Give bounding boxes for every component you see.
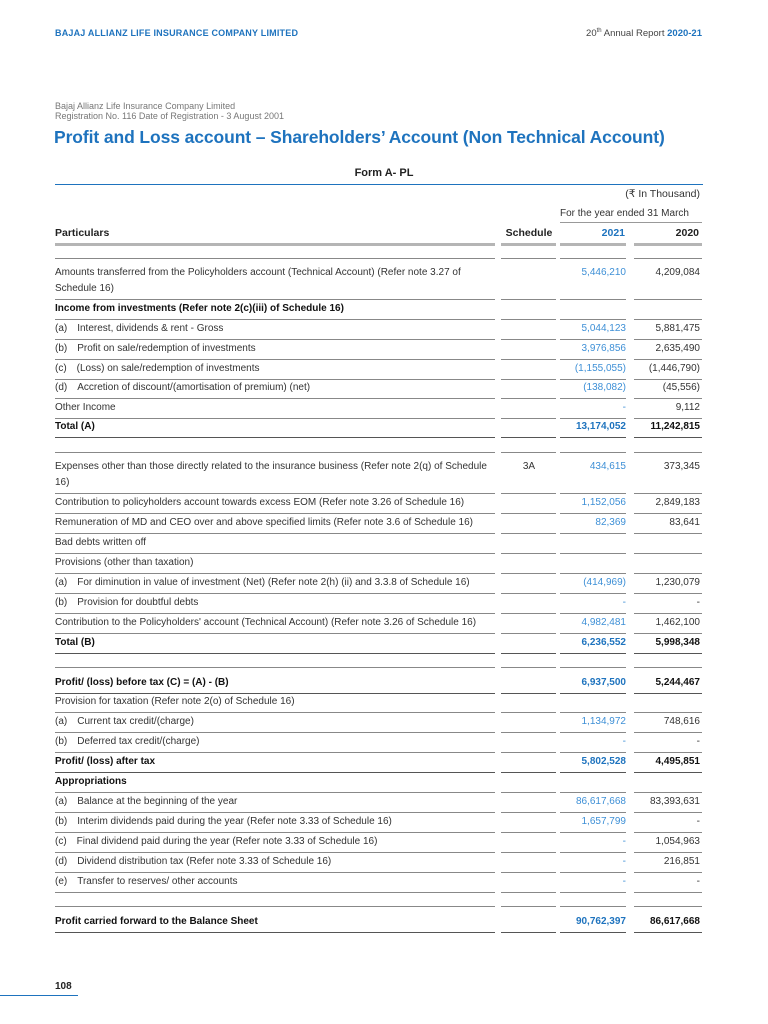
row-divider — [501, 752, 556, 753]
section-divider — [560, 258, 626, 259]
row-divider — [55, 852, 495, 853]
header-report-title: 20th Annual Report 2020-21 — [586, 28, 702, 40]
row-divider — [501, 398, 556, 399]
row-divider — [560, 359, 626, 360]
row-value-2020: 4,495,851 — [655, 756, 700, 767]
row-value-2021: 90,762,397 — [575, 916, 626, 927]
row-divider — [501, 533, 556, 534]
row-divider — [501, 633, 556, 634]
row-divider — [501, 892, 556, 893]
section-divider — [560, 452, 626, 453]
row-divider — [501, 712, 556, 713]
section-divider — [634, 906, 702, 907]
row-divider — [634, 319, 702, 320]
row-divider — [634, 812, 702, 813]
row-value-2020: 86,617,668 — [649, 916, 700, 927]
row-divider — [501, 359, 556, 360]
row-value-2021: 86,617,668 — [575, 796, 626, 807]
row-particulars: Profit carried forward to the Balance Sheet — [55, 916, 258, 927]
row-divider — [634, 932, 702, 933]
row-divider — [501, 339, 556, 340]
row-divider — [55, 513, 495, 514]
row-divider — [560, 573, 626, 574]
row-particulars: (b) Deferred tax credit/(charge) — [55, 736, 200, 747]
row-divider — [560, 812, 626, 813]
row-value-2020: - — [696, 736, 700, 747]
row-divider — [634, 299, 702, 300]
row-divider — [55, 319, 495, 320]
row-value-2021: 4,982,481 — [581, 617, 626, 628]
row-divider — [560, 872, 626, 873]
row-divider — [55, 633, 495, 634]
row-value-2020: 83,641 — [669, 517, 700, 528]
row-particulars: Total (B) — [55, 637, 95, 648]
row-divider — [560, 533, 626, 534]
column-header-particulars: Particulars — [55, 227, 110, 239]
row-divider — [560, 752, 626, 753]
row-divider — [560, 792, 626, 793]
row-value-2021: 82,369 — [595, 517, 626, 528]
row-divider — [501, 872, 556, 873]
row-divider — [634, 792, 702, 793]
row-divider — [501, 437, 556, 438]
row-divider — [501, 493, 556, 494]
section-divider — [634, 452, 702, 453]
row-divider — [501, 693, 556, 694]
registration-line: Registration No. 116 Date of Registration - 3 August 2001 — [55, 111, 284, 121]
row-value-2020: 11,242,815 — [650, 421, 700, 432]
row-value-2020: - — [696, 816, 700, 827]
header-company: BAJAJ ALLIANZ LIFE INSURANCE COMPANY LIMITED — [55, 28, 299, 38]
row-particulars: Remuneration of MD and CEO over and above specified limits (Refer note 3.6 of Schedule 16) — [55, 517, 473, 528]
page-number: 108 — [55, 981, 72, 992]
row-divider — [55, 533, 495, 534]
row-divider — [55, 872, 495, 873]
row-particulars: Income from investments (Refer note 2(c)(iii) of Schedule 16) — [55, 303, 344, 314]
row-particulars: Contribution to the Policyholders' account (Technical Account) (Refer note 3.26 of Schedule 16) — [55, 617, 477, 628]
row-value-2021: 1,152,056 — [581, 497, 626, 508]
row-value-2021: 3,976,856 — [581, 343, 626, 354]
section-divider — [501, 258, 556, 259]
row-divider — [55, 892, 495, 893]
row-value-2020: 1,230,079 — [655, 577, 700, 588]
row-divider — [55, 712, 495, 713]
row-particulars: Appropriations — [55, 776, 127, 787]
row-value-2020: 2,849,183 — [655, 497, 700, 508]
row-divider — [634, 772, 702, 773]
row-divider — [560, 693, 626, 694]
page-number-rule — [0, 995, 78, 996]
row-value-2021: - — [622, 736, 626, 747]
row-divider — [634, 339, 702, 340]
row-particulars: (e) Transfer to reserves/ other accounts — [55, 876, 238, 887]
section-divider — [501, 667, 556, 668]
row-particulars: Provisions (other than taxation) — [55, 557, 194, 568]
row-particulars: (b) Provision for doubtful debts — [55, 597, 199, 608]
row-value-2020: - — [696, 597, 700, 608]
row-divider — [55, 493, 495, 494]
row-value-2020: 216,851 — [663, 856, 700, 867]
row-value-2021: 5,044,123 — [581, 323, 626, 334]
row-divider — [560, 613, 626, 614]
row-divider — [634, 892, 702, 893]
row-divider — [560, 712, 626, 713]
section-divider — [55, 452, 495, 453]
row-value-2020: - — [696, 876, 700, 887]
row-value-2021: 5,446,210 — [581, 267, 626, 278]
row-divider — [560, 772, 626, 773]
row-divider — [634, 613, 702, 614]
row-divider — [560, 653, 626, 654]
row-divider — [55, 792, 495, 793]
row-value-2021: - — [622, 856, 626, 867]
row-value-2021: 434,615 — [589, 461, 626, 472]
row-divider — [560, 437, 626, 438]
row-divider — [560, 493, 626, 494]
row-divider — [55, 299, 495, 300]
row-value-2020: 1,054,963 — [655, 836, 700, 847]
row-value-2020: (45,556) — [662, 382, 700, 393]
row-divider — [560, 553, 626, 554]
form-label: Form A- PL — [354, 167, 414, 179]
row-value-2020: 83,393,631 — [649, 796, 700, 807]
row-divider — [634, 712, 702, 713]
row-particulars: Profit/ (loss) after tax — [55, 756, 156, 767]
row-divider — [634, 653, 702, 654]
section-divider — [55, 258, 495, 259]
row-divider — [560, 339, 626, 340]
column-header-2020: 2020 — [675, 227, 699, 239]
row-divider — [501, 319, 556, 320]
row-divider — [560, 852, 626, 853]
row-divider — [501, 513, 556, 514]
row-divider — [55, 832, 495, 833]
row-divider — [634, 398, 702, 399]
row-divider — [501, 812, 556, 813]
row-particulars: Profit/ (loss) before tax (C) = (A) - (B) — [55, 677, 229, 688]
row-divider — [634, 593, 702, 594]
row-value-2020: 4,209,084 — [655, 267, 700, 278]
row-particulars: Other Income — [55, 402, 116, 413]
row-divider — [634, 752, 702, 753]
row-divider — [501, 772, 556, 773]
row-value-2020: 2,635,490 — [655, 343, 700, 354]
row-divider — [560, 513, 626, 514]
section-divider — [634, 258, 702, 259]
row-divider — [501, 792, 556, 793]
row-divider — [501, 932, 556, 933]
row-particulars: (a) Interest, dividends & rent - Gross — [55, 323, 224, 334]
row-value-2021: 13,174,052 — [575, 421, 626, 432]
row-divider — [55, 772, 495, 773]
row-divider — [634, 832, 702, 833]
row-value-2020: 5,881,475 — [655, 323, 700, 334]
row-value-2020: 5,998,348 — [655, 637, 700, 648]
row-divider — [55, 732, 495, 733]
page-title: Profit and Loss account – Shareholders’ Account (Non Technical Account) — [54, 127, 665, 147]
row-divider — [634, 852, 702, 853]
row-particulars: Provision for taxation (Refer note 2(o) of Schedule 16) — [55, 696, 295, 707]
row-particulars: Bad debts written off — [55, 537, 146, 548]
row-value-2021: - — [622, 836, 626, 847]
row-divider — [560, 832, 626, 833]
row-divider — [634, 693, 702, 694]
row-value-2021: 6,937,500 — [581, 677, 626, 688]
row-divider — [634, 872, 702, 873]
row-divider — [501, 852, 556, 853]
row-value-2021: (138,082) — [583, 382, 626, 393]
row-particulars: (c) Final dividend paid during the year (Refer note 3.33 of Schedule 16) — [55, 836, 378, 847]
row-divider — [634, 633, 702, 634]
row-particulars: (b) Interim dividends paid during the year (Refer note 3.33 of Schedule 16) — [55, 816, 392, 827]
row-schedule: 3A — [522, 461, 536, 472]
row-value-2020: 373,345 — [663, 461, 700, 472]
row-divider — [560, 319, 626, 320]
row-divider — [560, 593, 626, 594]
row-divider — [55, 812, 495, 813]
row-value-2020: 5,244,467 — [655, 677, 700, 688]
row-particulars: Expenses other than those directly related to the insurance business (Refer note 2(q) of Schedule 16) — [55, 461, 487, 488]
row-divider — [560, 732, 626, 733]
row-value-2021: (1,155,055) — [574, 363, 626, 374]
row-divider — [501, 553, 556, 554]
row-divider — [55, 553, 495, 554]
section-divider — [55, 667, 495, 668]
row-divider — [55, 752, 495, 753]
row-particulars: (b) Profit on sale/redemption of investments — [55, 343, 256, 354]
units-label: (₹ In Thousand) — [625, 188, 700, 200]
row-divider — [634, 533, 702, 534]
row-particulars: (a) Current tax credit/(charge) — [55, 716, 194, 727]
row-divider — [634, 573, 702, 574]
row-divider — [634, 513, 702, 514]
row-particulars: (a) Balance at the beginning of the year — [55, 796, 238, 807]
row-value-2021: 1,134,972 — [581, 716, 626, 727]
row-divider — [634, 732, 702, 733]
row-divider — [501, 832, 556, 833]
row-divider — [55, 339, 495, 340]
row-divider — [501, 299, 556, 300]
section-divider — [55, 906, 495, 907]
row-particulars: Contribution to policyholders account towards excess EOM (Refer note 3.26 of Schedule 16) — [55, 497, 465, 508]
row-particulars: (d) Accretion of discount/(amortisation of premium) (net) — [55, 382, 311, 393]
row-divider — [55, 653, 495, 654]
section-divider — [501, 452, 556, 453]
row-value-2021: 1,657,799 — [581, 816, 626, 827]
row-value-2020: 1,462,100 — [655, 617, 700, 628]
row-divider — [560, 398, 626, 399]
row-divider — [560, 892, 626, 893]
row-particulars: (a) For diminution in value of investment (Net) (Refer note 2(h) (ii) and 3.3.8 of Schedule 16) — [55, 577, 470, 588]
row-divider — [560, 633, 626, 634]
header-report-year: 2020-21 — [667, 28, 702, 40]
row-value-2021: - — [622, 597, 626, 608]
row-divider — [501, 732, 556, 733]
row-divider — [55, 932, 495, 933]
row-particulars: (d) Dividend distribution tax (Refer note 3.33 of Schedule 16) — [55, 856, 332, 867]
row-value-2021: 6,236,552 — [581, 637, 626, 648]
row-particulars: Total (A) — [55, 421, 95, 432]
row-value-2021: - — [622, 402, 626, 413]
row-divider — [501, 613, 556, 614]
row-divider — [55, 593, 495, 594]
section-divider — [634, 667, 702, 668]
column-header-schedule: Schedule — [505, 227, 553, 239]
row-divider — [501, 573, 556, 574]
row-divider — [55, 359, 495, 360]
row-divider — [634, 437, 702, 438]
row-divider — [560, 932, 626, 933]
row-divider — [501, 418, 556, 419]
row-value-2021: (414,969) — [583, 577, 626, 588]
row-particulars: Amounts transferred from the Policyholders account (Technical Account) (Refer note 3.27 of Schedule 16) — [55, 267, 461, 294]
row-divider — [501, 593, 556, 594]
section-divider — [560, 906, 626, 907]
column-header-2021: 2021 — [601, 227, 625, 239]
row-divider — [55, 398, 495, 399]
row-divider — [55, 573, 495, 574]
row-divider — [634, 553, 702, 554]
section-divider — [501, 906, 556, 907]
row-value-2020: 9,112 — [675, 402, 700, 413]
row-value-2021: 5,802,528 — [581, 756, 626, 767]
period-label: For the year ended 31 March — [560, 208, 689, 219]
company-name: Bajaj Allianz Life Insurance Company Limited — [55, 101, 236, 111]
row-divider — [55, 613, 495, 614]
row-divider — [55, 437, 495, 438]
row-value-2020: (1,446,790) — [648, 363, 700, 374]
row-value-2021: - — [622, 876, 626, 887]
row-divider — [634, 493, 702, 494]
row-particulars: (c) (Loss) on sale/redemption of investments — [55, 363, 260, 374]
row-value-2020: 748,616 — [663, 716, 700, 727]
row-divider — [501, 653, 556, 654]
row-divider — [634, 359, 702, 360]
row-divider — [560, 299, 626, 300]
section-divider — [560, 667, 626, 668]
